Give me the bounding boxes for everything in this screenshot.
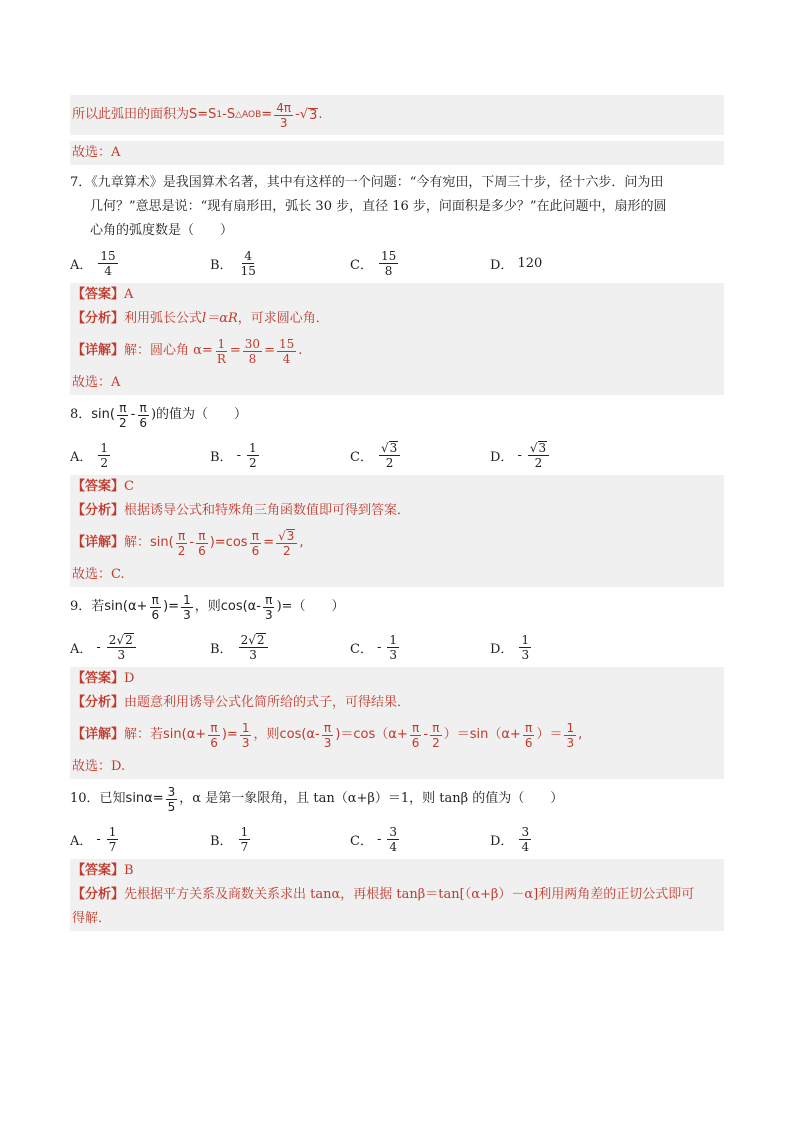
fraction-denominator: 15 — [240, 263, 256, 278]
fraction — [387, 633, 399, 662]
fraction — [137, 401, 149, 430]
q8-option-d — [490, 441, 551, 470]
section-tag: 【详解】 — [72, 727, 125, 742]
fraction — [519, 825, 531, 854]
q7-detail — [70, 331, 724, 371]
fraction-denominator: 5 — [167, 799, 176, 814]
q9-option-a — [70, 633, 210, 662]
fraction — [239, 633, 268, 662]
square-root — [389, 441, 399, 455]
text: ）＝sin（α+ — [443, 727, 521, 742]
fraction — [247, 441, 259, 470]
text: B． — [210, 257, 233, 273]
math-expression — [150, 529, 304, 558]
q8-option-b — [210, 441, 350, 470]
text: C． — [350, 833, 373, 849]
text: 解： — [124, 535, 151, 550]
q10-option-b — [210, 825, 350, 854]
section-tag: 【答案】 — [72, 671, 125, 686]
fraction-numerator: 15 — [380, 248, 397, 263]
text: A． — [70, 833, 93, 849]
section-tag: 【答案】 — [72, 863, 125, 878]
fraction-denominator: 6 — [251, 543, 260, 558]
text: 2 — [240, 632, 249, 647]
fraction-numerator: 1 — [183, 592, 191, 607]
section-tag: 【分析】 — [72, 887, 125, 902]
text: cos — [220, 599, 243, 614]
text: 10．已知 — [70, 791, 126, 806]
fraction — [240, 721, 252, 750]
text: 故选：A — [72, 145, 121, 160]
q9-detail — [70, 715, 724, 755]
square-root — [538, 441, 548, 455]
text: C． — [350, 449, 373, 465]
fraction — [243, 337, 262, 366]
section-tag: 【答案】 — [72, 479, 125, 494]
fraction — [239, 825, 251, 854]
q8-detail — [70, 523, 724, 563]
radicand: 3 — [538, 440, 547, 455]
fraction — [430, 721, 442, 750]
text: 故选：A — [72, 375, 121, 390]
text: - — [189, 535, 195, 550]
q9-stem — [70, 587, 724, 627]
fraction — [215, 337, 228, 366]
fraction-denominator: 2 — [282, 543, 291, 558]
text: - — [96, 831, 101, 847]
text: = — [152, 791, 164, 806]
text: ，α 是第一象限角，且 tan（α+β）＝1，则 tanβ 的值为（ ） — [179, 791, 564, 806]
text: 利用弧长公式 — [124, 311, 203, 326]
q8-choose — [70, 563, 724, 587]
text: 解：圆心角 α= — [124, 343, 213, 358]
text: 得解． — [72, 911, 112, 926]
fraction-denominator: 6 — [198, 543, 206, 558]
text: A． — [70, 257, 93, 273]
fraction-denominator: 4 — [521, 839, 530, 854]
q10-option-c — [350, 825, 490, 854]
text: 120 — [517, 255, 543, 271]
fraction — [149, 593, 161, 622]
fraction — [208, 721, 220, 750]
text: = — [264, 343, 275, 358]
q7-option-b — [210, 249, 350, 278]
fraction — [107, 825, 119, 854]
fraction — [239, 249, 258, 278]
fraction-denominator: 8 — [248, 351, 257, 366]
text: - — [517, 447, 522, 463]
q8-option-a — [70, 441, 210, 470]
q10-option-a — [70, 825, 210, 854]
fraction-denominator: 4 — [389, 839, 397, 854]
fraction-denominator: 6 — [210, 735, 218, 750]
text: B． — [210, 641, 233, 657]
q8-analysis — [70, 499, 724, 523]
math-expression — [104, 593, 194, 622]
q10-analysis-line1 — [70, 883, 724, 907]
fraction — [277, 337, 296, 366]
fraction — [322, 721, 334, 750]
text: 故选：C. — [72, 567, 125, 582]
fraction-numerator: 4 — [244, 248, 253, 263]
fraction-denominator: 3 — [279, 115, 288, 130]
text: B． — [210, 833, 233, 849]
document-page — [70, 95, 724, 931]
text: sin — [104, 599, 123, 614]
fraction — [250, 529, 262, 558]
q10-stem — [70, 779, 724, 819]
text: 根据诱导公式和特殊角三角函数值即可得到答案． — [124, 503, 411, 518]
text: - — [130, 407, 136, 422]
fraction — [519, 633, 531, 662]
q7-answer — [70, 283, 724, 307]
text: 几何？”意思是说：“现有扇形田，弧长 30 步，直径 16 步，问面积是多少？”在此问题中，扇形的圆 — [90, 199, 667, 214]
text: ，可求圆心角． — [237, 311, 329, 326]
text: - — [423, 727, 429, 742]
section-tag: 【分析】 — [72, 503, 125, 518]
math-expression — [221, 593, 277, 622]
text: . — [298, 343, 303, 358]
text: C． — [350, 641, 373, 657]
fraction-denominator: 4 — [104, 263, 112, 278]
fraction-denominator: 3 — [183, 607, 191, 622]
text: sinα — [125, 791, 153, 806]
q7-option-a — [70, 249, 210, 278]
math-expression — [163, 721, 253, 750]
fraction-denominator: 6 — [139, 415, 147, 430]
fraction-numerator: 1 — [248, 440, 257, 455]
fraction-denominator: 3 — [117, 647, 126, 662]
fraction-numerator: 1 — [100, 440, 109, 455]
fraction-numerator: π — [251, 528, 259, 543]
text: D． — [490, 833, 514, 849]
q7-stem-line2 — [70, 195, 724, 219]
fraction-denominator: 2 — [177, 543, 186, 558]
text: - — [96, 639, 101, 655]
fraction — [98, 249, 117, 278]
fraction-denominator: R — [216, 351, 226, 366]
q10-analysis-line2 — [70, 907, 724, 931]
text: )=cos — [209, 535, 248, 550]
fraction — [98, 441, 110, 470]
q9-analysis — [70, 691, 724, 715]
fraction-denominator: 3 — [323, 735, 332, 750]
section-tag: 【分析】 — [72, 311, 125, 326]
fraction — [379, 249, 398, 278]
text: 所以此弧田的面积为 — [72, 107, 190, 122]
fraction-numerator: π — [210, 720, 218, 735]
q8-answer — [70, 475, 724, 499]
fraction — [410, 721, 422, 750]
fraction-numerator: √ 3 — [379, 441, 400, 456]
fraction — [274, 101, 293, 130]
fraction-denominator: 3 — [264, 607, 273, 622]
q10-answer — [70, 859, 724, 883]
text: - — [236, 447, 241, 463]
fraction-numerator: 15 — [278, 336, 295, 351]
radicand: 2 — [125, 632, 133, 647]
math-text: S=S — [189, 107, 217, 122]
square-root — [256, 633, 266, 647]
text: 由题意利用诱导公式化简所给的式子，可得结果． — [124, 695, 411, 710]
fraction — [263, 593, 275, 622]
q9-choose — [70, 755, 724, 779]
q8-option-c — [350, 441, 490, 470]
text: 8． — [70, 407, 92, 422]
fraction-denominator: 6 — [151, 607, 160, 622]
fraction-numerator: 3 — [521, 824, 530, 839]
math-sub: 1 — [216, 110, 223, 120]
text: C — [124, 479, 134, 494]
q7-option-c — [350, 249, 490, 278]
prev-choose — [70, 141, 724, 165]
text: B． — [210, 449, 233, 465]
fraction-denominator: 6 — [524, 735, 533, 750]
fraction-numerator: π — [432, 720, 440, 735]
text: A． — [70, 449, 93, 465]
text: - — [376, 639, 382, 655]
fraction-numerator: 1 — [108, 824, 117, 839]
section-tag: 【答案】 — [72, 287, 125, 302]
text: - — [376, 831, 382, 847]
q9-answer — [70, 667, 724, 691]
text: = — [263, 535, 275, 550]
text: D． — [490, 449, 514, 465]
prev-area-line — [70, 95, 724, 135]
fraction-numerator: π — [151, 592, 159, 607]
q10-options — [70, 819, 724, 859]
section-tag: 【详解】 — [72, 343, 125, 358]
text: . — [318, 107, 323, 122]
square-root — [308, 108, 318, 122]
math-expression — [91, 401, 151, 430]
fraction-denominator: 7 — [108, 839, 117, 854]
text: l＝αR — [202, 311, 238, 326]
fraction-denominator: 2 — [248, 455, 257, 470]
fraction — [117, 401, 129, 430]
text: 7．《九章算术》是我国算术名著，其中有这样的一个问题：“今有宛田，下周三十步，径十六步．问为田 — [70, 175, 664, 190]
fraction-numerator: π — [177, 528, 186, 543]
math-expression — [126, 785, 180, 814]
fraction-numerator: 1 — [217, 336, 226, 351]
text: ，则 — [253, 727, 280, 742]
fraction-numerator: π — [119, 400, 127, 415]
text: )＝cos（α+ — [335, 727, 408, 742]
q7-stem-line1 — [70, 171, 724, 195]
text: B — [124, 863, 134, 878]
text: 故选：D. — [72, 759, 126, 774]
fraction-denominator: 2 — [118, 415, 127, 430]
fraction-denominator: 2 — [534, 455, 543, 470]
text: D． — [490, 257, 514, 273]
math-sub: △AOB — [235, 110, 262, 120]
fraction-numerator: π — [265, 592, 273, 607]
fraction-numerator: π — [198, 528, 206, 543]
q9-options — [70, 627, 724, 667]
math-expression — [279, 721, 582, 750]
fraction — [564, 721, 576, 750]
fraction — [528, 441, 549, 470]
fraction-denominator: 8 — [384, 263, 393, 278]
fraction — [276, 529, 297, 558]
fraction-denominator: 2 — [385, 455, 394, 470]
text: D — [124, 671, 135, 686]
text: ( — [109, 407, 115, 422]
text: C． — [350, 257, 373, 273]
fraction-denominator: 2 — [100, 455, 109, 470]
q9-option-d — [490, 633, 533, 662]
fraction-numerator: 1 — [240, 824, 249, 839]
text: A． — [70, 641, 93, 657]
fraction-numerator: 3 — [389, 824, 397, 839]
fraction — [166, 785, 178, 814]
text: (α+ — [122, 599, 148, 614]
q7-options — [70, 243, 724, 283]
fraction-denominator: 3 — [566, 735, 575, 750]
fraction-denominator: 3 — [389, 647, 397, 662]
text: (α- — [242, 599, 261, 614]
q10-option-d — [490, 825, 533, 854]
q8-stem — [70, 395, 724, 435]
fraction-numerator: π — [323, 720, 332, 735]
q8-options — [70, 435, 724, 475]
fraction-denominator: 4 — [282, 351, 291, 366]
text: sin — [163, 727, 182, 742]
fraction-numerator: 3 — [167, 784, 176, 799]
text: )= — [221, 727, 238, 742]
text: , — [299, 535, 304, 550]
section-tag: 【分析】 — [72, 695, 125, 710]
text: ( — [168, 535, 174, 550]
q7-option-d — [490, 254, 542, 273]
fraction — [176, 529, 188, 558]
fraction-numerator: π — [411, 720, 420, 735]
fraction-denominator: 3 — [249, 647, 257, 662]
radicand: 2 — [256, 632, 265, 647]
fraction-numerator: 1 — [241, 720, 250, 735]
math-text: - — [295, 107, 300, 122]
fraction-numerator: 1 — [521, 632, 530, 647]
fraction-numerator: 15 — [100, 248, 116, 263]
fraction — [107, 633, 136, 662]
fraction — [181, 593, 193, 622]
text: )= — [163, 599, 180, 614]
text: cos — [279, 727, 302, 742]
text: sin — [150, 535, 169, 550]
fraction-numerator: √ 3 — [528, 441, 549, 456]
fraction — [379, 441, 400, 470]
text: )=（ ） — [276, 599, 345, 614]
text: ）＝ — [536, 727, 563, 742]
text: , — [578, 727, 583, 742]
text: 2 — [108, 632, 117, 647]
fraction — [387, 825, 399, 854]
fraction-numerator: π — [525, 720, 533, 735]
text: A — [124, 287, 134, 302]
fraction — [523, 721, 535, 750]
fraction — [196, 529, 208, 558]
text: 心角的弧度数是（ ） — [90, 223, 234, 238]
text: = — [229, 343, 241, 358]
text: sin — [91, 407, 110, 422]
radicand: 3 — [309, 108, 318, 123]
q9-option-c — [350, 633, 490, 662]
section-tag: 【详解】 — [72, 535, 125, 550]
fraction-numerator: 1 — [389, 632, 397, 647]
fraction-numerator: 2√ 2 — [239, 633, 268, 648]
fraction-numerator: 1 — [566, 720, 575, 735]
fraction-numerator: 4π — [276, 100, 292, 115]
fraction-numerator: π — [139, 400, 147, 415]
radicand: 3 — [286, 528, 295, 543]
text: ，则 — [194, 599, 221, 614]
fraction-denominator: 2 — [432, 735, 440, 750]
math-expression: S=S 1 -S △AOB = $\frac{4\pi}{3}$ - √ 3 . — [189, 100, 323, 130]
square-root — [286, 529, 296, 543]
fraction-denominator: 3 — [241, 735, 250, 750]
text: 9．若 — [70, 599, 105, 614]
math-text: = — [261, 107, 273, 122]
text: 先根据平方关系及商数关系求出 tanα，再根据 tanβ＝tan[（α+β）－α]利用两角差的正切公式即可 — [124, 887, 695, 902]
radicand: 3 — [389, 440, 398, 455]
text: 解：若 — [124, 727, 164, 742]
q7-analysis — [70, 307, 724, 331]
math-text: -S — [222, 107, 236, 122]
text: )的值为（ ） — [150, 407, 248, 422]
text: (α- — [301, 727, 320, 742]
fraction-denominator: 6 — [411, 735, 420, 750]
fraction-denominator: 7 — [240, 839, 249, 854]
fraction-numerator: 2√ 2 — [107, 633, 136, 648]
fraction-numerator: √ 3 — [276, 529, 297, 544]
text: (α+ — [181, 727, 207, 742]
text: D． — [490, 641, 514, 657]
q7-stem-line3 — [70, 219, 724, 243]
q9-option-b — [210, 633, 350, 662]
fraction-denominator: 3 — [521, 647, 530, 662]
fraction-numerator: 30 — [244, 336, 261, 351]
q7-choose — [70, 371, 724, 395]
square-root — [124, 633, 134, 647]
